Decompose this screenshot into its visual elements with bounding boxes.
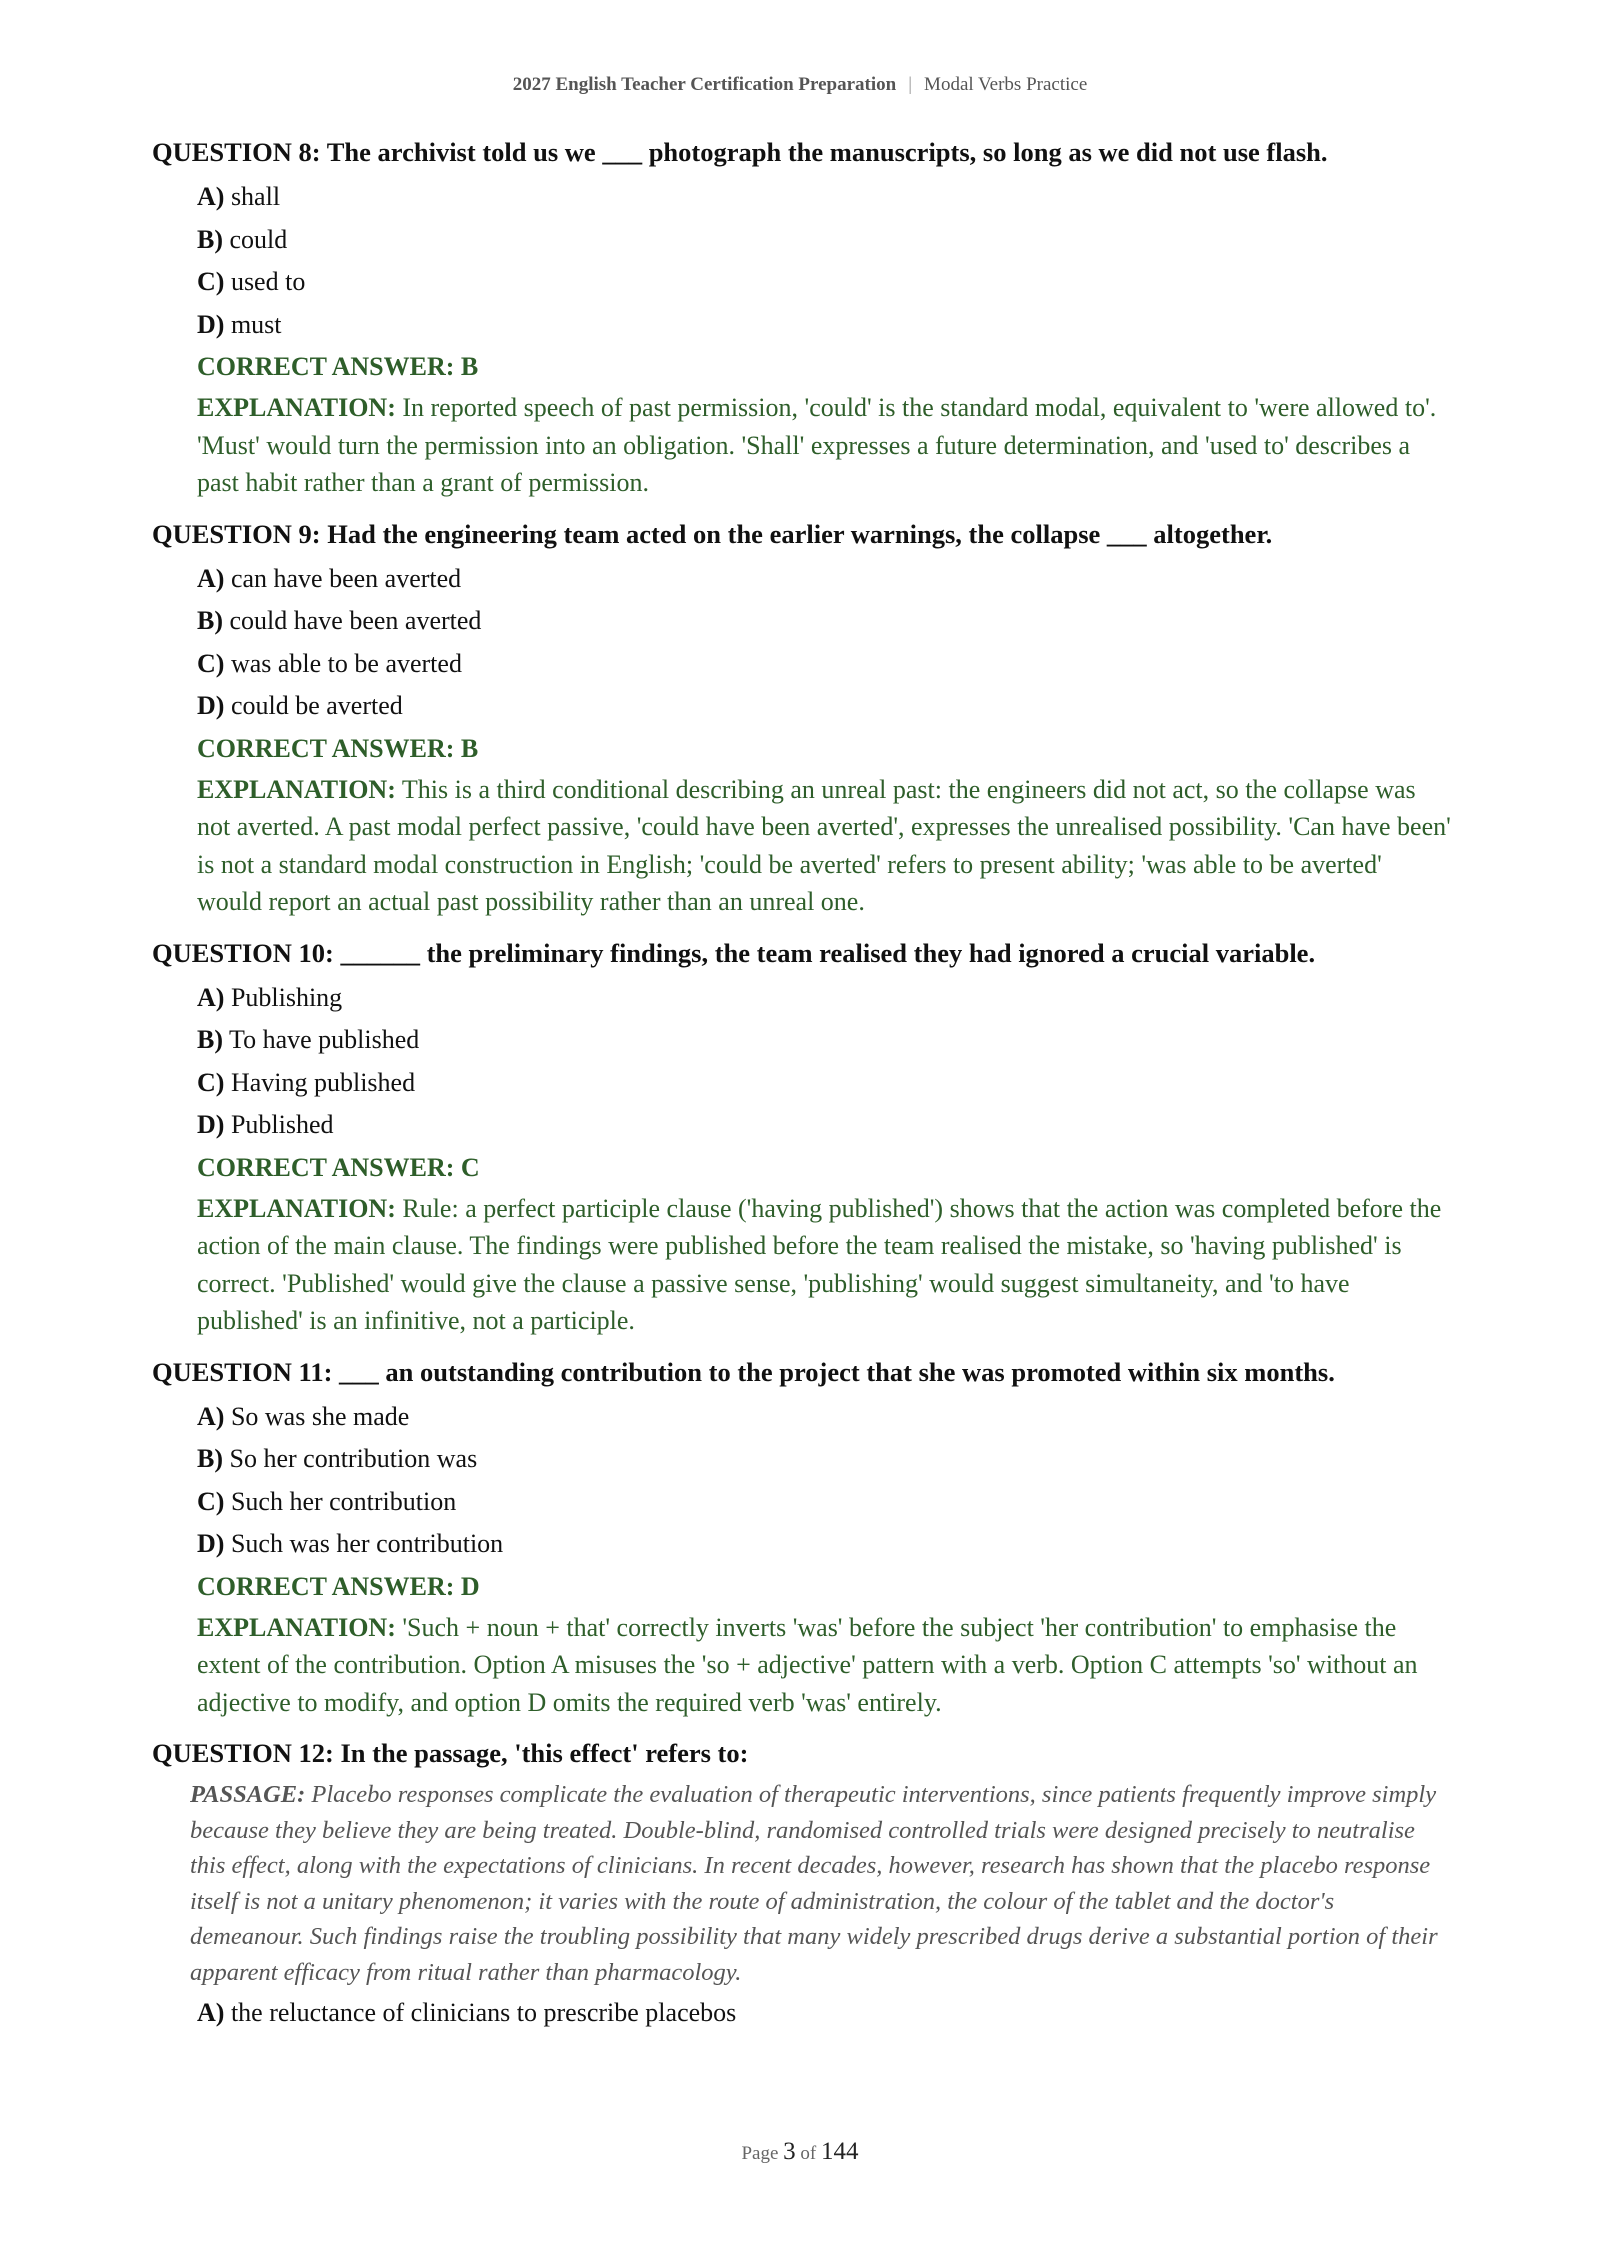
question-12 [152,1735,1452,2035]
option-letter: D) [197,1529,225,1558]
options-list [197,176,1452,346]
option-letter: D) [197,309,225,339]
page-footer [0,2138,1600,2166]
options-list [197,1396,1452,1566]
option-letter: C) [197,648,225,678]
option-b [197,1019,1452,1062]
question-stem: QUESTION 8: The archivist told us we ___ photograph the manuscripts, so long as we did not use flash. [152,137,1328,167]
option-letter: C) [197,1067,225,1097]
page-number: 3 [783,2138,796,2165]
explanation-text: 'Such + noun + that' correctly inverts 'was' before the subject 'her contribution' to emphasise the extent of the contribution. Option A misuses the 'so + adjective' pattern with a verb. Option C attempts 'so' without an adjective to modify, and option D omits the required verb 'was' entirely. [197,1612,1418,1717]
option-letter: C) [197,1486,225,1516]
option-a [197,1992,1452,2035]
option-b [197,600,1452,643]
option-d [197,1523,1452,1566]
option-letter: D) [197,691,225,720]
option-text: Publishing [230,982,343,1012]
option-text: was able to be averted [230,648,462,678]
option-text: must [230,309,282,339]
explanation [197,389,1452,502]
option-letter: A) [197,1998,225,2027]
option-c [197,1062,1452,1105]
correct-answer: CORRECT ANSWER: B [197,733,479,763]
option-c [197,261,1452,304]
header-title: 2027 English Teacher Certification Preparation [512,74,897,95]
option-c [197,643,1452,686]
question-stem: QUESTION 9: Had the engineering team acted on the earlier warnings, the collapse ___ altogether. [152,518,1273,549]
option-a [197,558,1452,601]
correct-answer: CORRECT ANSWER: D [197,1571,480,1601]
passage-text: Placebo responses complicate the evaluation of therapeutic interventions, since patients frequently improve simply because they believe they are being treated. Double-blind, randomised controlled trials were designed precisely to neutralise this effect, along with the expectations of clinicians. In recent decades, however, research has shown that the placebo response itself is not a unitary phenomenon; it varies with the route of administration, the colour of the tablet and the doctor's demeanour. Such findings raise the troubling possibility that many widely prescribed drugs derive a substantial portion of their apparent efficacy from ritual rather than pharmacology. [190,1781,1438,1986]
page-header [0,74,1600,96]
option-d [197,685,1452,728]
explanation [197,771,1452,921]
option-text: the reluctance of clinicians to prescribe placebos [230,1998,737,2027]
option-text: Such was her contribution [230,1529,504,1558]
option-text: So was she made [230,1401,410,1431]
option-text: Such her contribution [230,1486,457,1516]
option-c [197,1481,1452,1524]
option-text: Published [230,1110,334,1139]
options-list [197,977,1452,1147]
option-text: could be averted [230,691,403,720]
explanation-label: EXPLANATION: [197,393,396,422]
question-stem: QUESTION 12: In the passage, 'this effect' refers to: [152,1738,749,1768]
option-letter: A) [197,1401,225,1431]
explanation-label: EXPLANATION: [197,1612,396,1642]
option-letter: A) [197,182,225,211]
question-10 [152,935,1452,1340]
header-subtitle: Modal Verbs Practice [924,74,1088,95]
option-letter: B) [197,606,223,635]
explanation [197,1190,1452,1340]
option-letter: D) [197,1110,225,1139]
explanation-text: Rule: a perfect participle clause ('having published') shows that the action was completed before the action of the main clause. The findings were published before the team realised the mistake, so 'having published' is correct. 'Published' would give the clause a passive sense, 'publishing' would suggest simultaneity, and 'to have published' is an infinitive, not a participle. [197,1193,1442,1335]
option-text: To have published [229,1025,420,1054]
option-a [197,977,1452,1020]
header-separator: | [908,74,913,95]
option-text: So her contribution was [229,1444,478,1473]
option-text: shall [230,182,281,211]
option-letter: A) [197,982,225,1012]
explanation-text: This is a third conditional describing an unreal past: the engineers did not act, so the collapse was not averted. A past modal perfect passive, 'could have been averted', expresses the unrealised possibility. 'Can have been' is not a standard modal construction in English; 'could be averted' refers to present ability; 'was able to be averted' would report an actual past possibility rather than an unreal one. [197,774,1451,916]
option-text: can have been averted [230,563,462,593]
explanation-label: EXPLANATION: [197,774,396,804]
option-letter: B) [197,1025,223,1054]
options-list [197,558,1452,728]
option-d [197,1104,1452,1147]
option-letter: A) [197,563,225,593]
correct-answer: CORRECT ANSWER: B [197,352,479,381]
option-letter: B) [197,224,223,254]
option-b [197,1438,1452,1481]
option-d [197,304,1452,347]
option-text: used to [230,267,306,296]
option-b [197,219,1452,262]
question-11 [152,1354,1452,1722]
questions-content [152,134,1452,2049]
option-text: Having published [230,1067,416,1097]
total-pages: 144 [821,2138,859,2165]
option-a [197,1396,1452,1439]
explanation [197,1609,1452,1722]
of-label: of [800,2143,817,2164]
option-letter: C) [197,267,225,296]
option-a [197,176,1452,219]
option-letter: B) [197,1444,223,1473]
passage-label: PASSAGE: [190,1781,306,1808]
question-8 [152,134,1452,502]
correct-answer: CORRECT ANSWER: C [197,1152,480,1182]
explanation-label: EXPLANATION: [197,1193,396,1223]
question-9 [152,516,1452,921]
explanation-text: In reported speech of past permission, 'could' is the standard modal, equivalent to 'were allowed to'. 'Must' would turn the permission into an obligation. 'Shall' expresses a future determination, and 'used to' describes a past habit rather than a grant of permission. [197,393,1437,497]
option-text: could [229,224,288,254]
option-text: could have been averted [229,606,482,635]
question-stem: QUESTION 11: ___ an outstanding contribution to the project that she was promoted within six months. [152,1356,1335,1387]
page-label: Page [741,2143,779,2164]
options-list [197,1992,1452,2035]
reading-passage [190,1777,1452,1990]
question-stem: QUESTION 10: ______ the preliminary findings, the team realised they had ignored a crucial variable. [152,937,1316,968]
